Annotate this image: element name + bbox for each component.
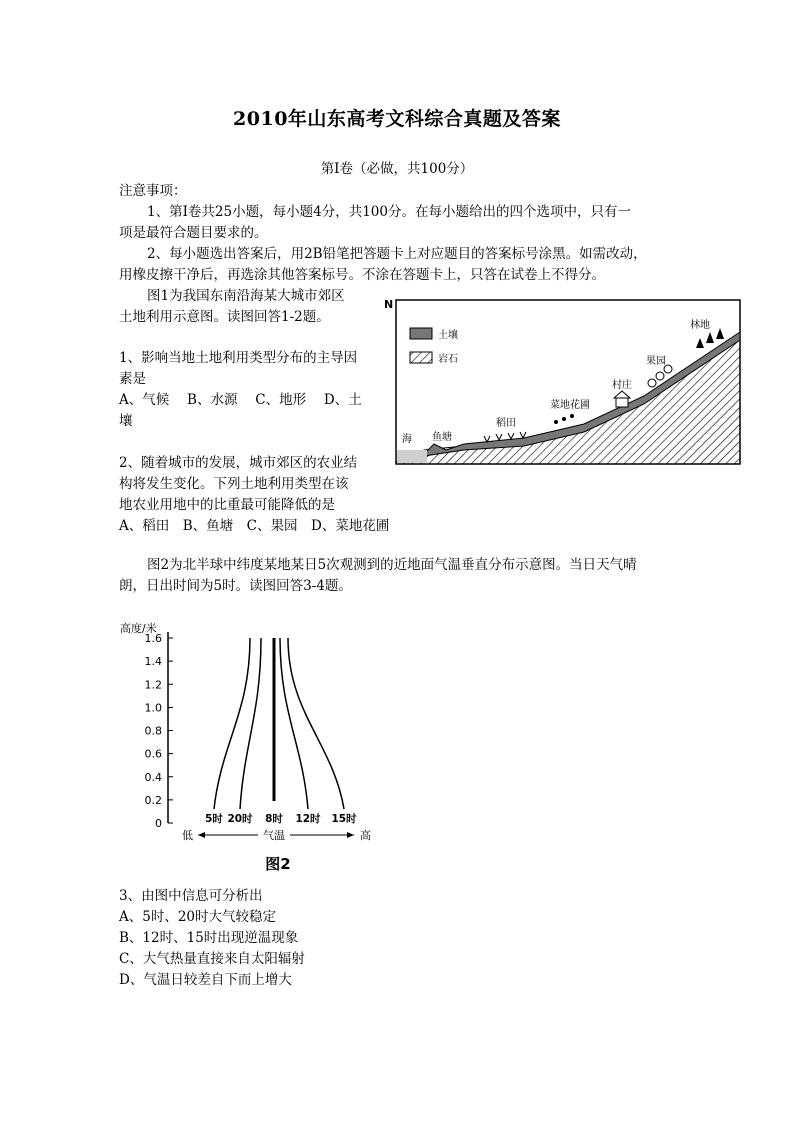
label-forest: 林地 — [690, 320, 710, 331]
series-label: 20时 — [227, 813, 253, 825]
y-tick-label: 0.6 — [144, 747, 162, 761]
legend-rock-label: 岩石 — [438, 354, 458, 365]
notice-1-line-1: 1、第Ⅰ卷共25小题，每小题4分，共100分。在每小题给出的四个选项中，只有一 — [147, 204, 631, 220]
q1-stem-line-2: 素是 — [119, 371, 146, 387]
y-tick-label: 0 — [155, 817, 162, 830]
series-line — [240, 638, 261, 809]
fig2-intro-line-2: 朗，日出时间为5时。读图回答3-4题。 — [119, 578, 352, 594]
series-label: 15时 — [331, 813, 357, 825]
label-vegetable: 菜地花圃 — [550, 400, 590, 411]
label-fishpond: 鱼塘 — [432, 432, 452, 443]
y-tick-label: 1.2 — [144, 678, 162, 692]
label-orchard: 果园 — [646, 356, 666, 367]
x-axis-label: 气温 — [263, 829, 285, 842]
q1-stem-line-1: 1、影响当地土地利用类型分布的主导因 — [119, 350, 358, 366]
y-axis-label: 高度/米 — [120, 622, 157, 635]
fig1-intro-line-2: 土地利用示意图。读图回答1-2题。 — [119, 309, 330, 325]
series-line — [288, 638, 344, 809]
temperature-profile-chart — [118, 614, 408, 876]
q3-option-b: B、12时、15时出现逆温现象 — [119, 930, 299, 946]
section-heading: 第Ⅰ卷（必做，共100分） — [320, 161, 474, 177]
series-label: 12时 — [295, 813, 321, 825]
label-sea: 海 — [402, 434, 412, 445]
sea-water — [397, 450, 427, 463]
series-line — [280, 638, 308, 809]
corner-label: N — [384, 298, 394, 311]
q3-option-a: A、5时、20时大气较稳定 — [119, 909, 277, 925]
q2-options: A、稻田 B、鱼塘 C、果园 D、菜地花圃 — [119, 518, 390, 534]
page-title: 2010年山东高考文科综合真题及答案 — [233, 108, 561, 130]
fig1-intro-line-1: 图1为我国东南沿海某大城市郊区 — [147, 288, 345, 304]
notice-2-line-2: 用橡皮擦干净后，再选涂其他答案标号。不涂在答题卡上，只答在试卷上不得分。 — [119, 267, 605, 283]
notice-1-line-2: 项是最符合题目要求的。 — [119, 225, 268, 241]
y-tick-label: 1.6 — [144, 632, 162, 645]
x-axis-arrow-left — [198, 832, 205, 838]
fig2-intro-line-1: 图2为北半球中纬度某地某日5次观测到的近地面气温垂直分布示意图。当日天气晴 — [147, 557, 637, 573]
legend-rock-swatch — [410, 352, 432, 363]
y-tick-label: 0.8 — [144, 724, 162, 738]
series-label: 8时 — [265, 813, 283, 825]
y-tick-label: 0.4 — [144, 770, 162, 784]
y-tick-label: 1.4 — [144, 655, 162, 669]
x-axis-low-label: 低 — [182, 829, 193, 842]
chart-title: 图2 — [265, 855, 291, 873]
label-village: 村庄 — [612, 380, 632, 391]
q3-option-d: D、气温日较差自下而上增大 — [119, 972, 292, 988]
legend-soil-swatch — [410, 328, 432, 339]
q2-stem-line-1: 2、随着城市的发展，城市郊区的农业结 — [119, 455, 358, 471]
y-tick-label: 1.0 — [144, 701, 162, 715]
series-label: 5时 — [205, 813, 223, 825]
series-line — [214, 638, 250, 809]
notice-2-line-1: 2、每小题选出答案后，用2B铅笔把答题卡上对应题目的答案标号涂黑。如需改动， — [147, 246, 647, 262]
q1-options-line-2: 壤 — [119, 413, 133, 429]
legend-soil-label: 土壤 — [438, 330, 458, 341]
q3-option-c: C、大气热量直接来自太阳辐射 — [119, 951, 305, 967]
y-tick-label: 0.2 — [144, 793, 162, 807]
q1-options: A、气候 B、水源 C、地形 D、土 — [119, 392, 362, 408]
q2-stem-line-3: 地农业用地中的比重最可能降低的是 — [119, 497, 335, 513]
label-paddy: 稻田 — [496, 418, 516, 429]
land-use-figure — [384, 296, 744, 468]
x-axis-arrow-right — [347, 832, 354, 838]
x-axis-high-label: 高 — [360, 829, 371, 842]
q2-stem-line-2: 构将发生变化。下列土地利用类型在该 — [119, 476, 349, 492]
notice-label: 注意事项： — [119, 183, 187, 199]
q3-stem: 3、由图中信息可分析出 — [119, 888, 263, 904]
